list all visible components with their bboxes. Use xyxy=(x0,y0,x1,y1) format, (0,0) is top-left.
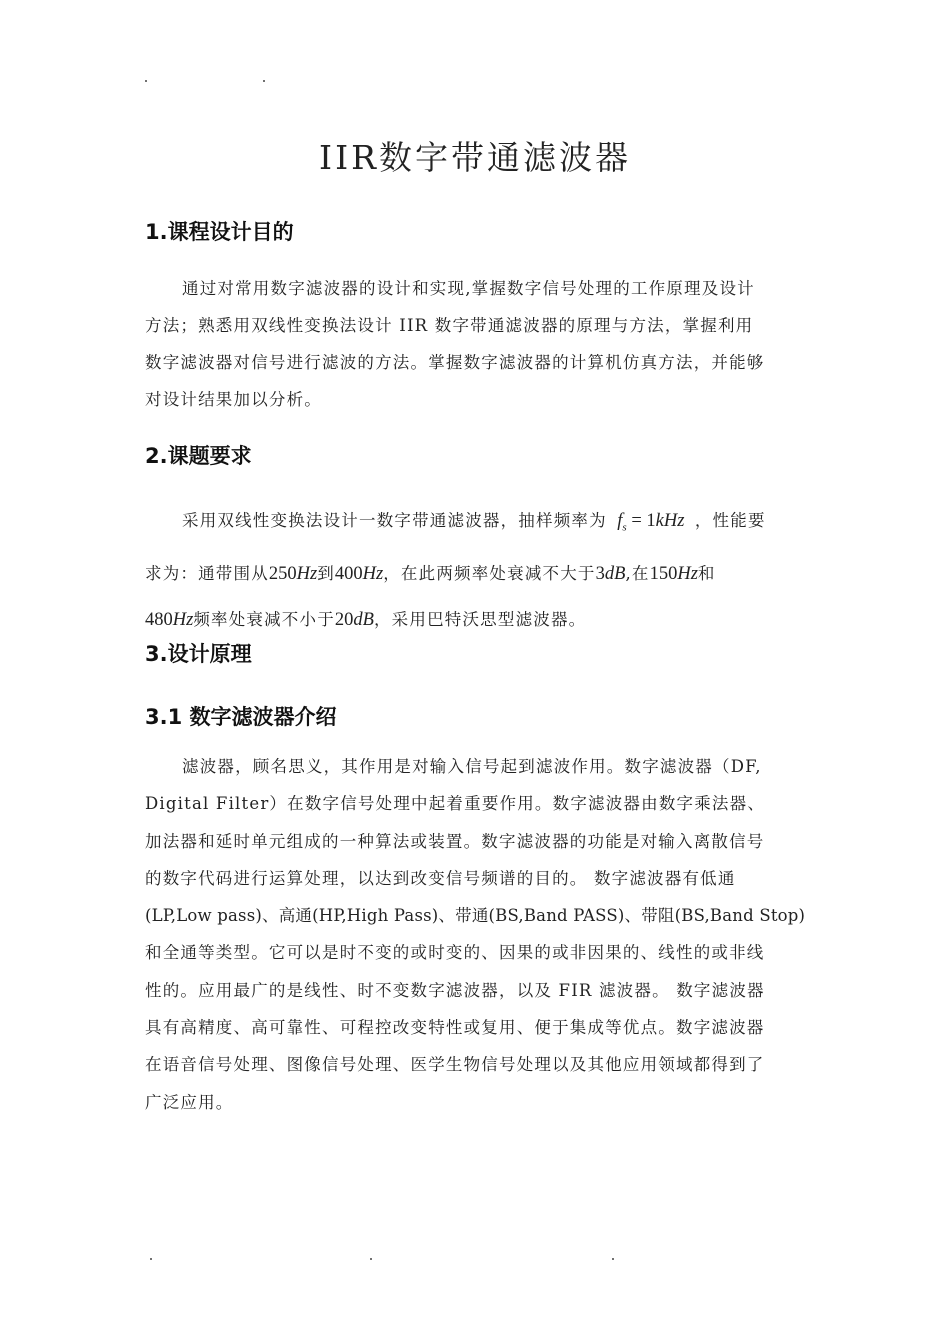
page-dot xyxy=(150,1258,152,1260)
page-dot xyxy=(145,80,147,82)
paragraph-line: Digital Filter）在数字信号处理中起着重要作用。数字滤波器由数字乘法器、 xyxy=(145,794,766,814)
page-dot xyxy=(370,1258,372,1260)
math-value: 3dB xyxy=(595,563,626,584)
text-run: 到 xyxy=(317,563,335,583)
section-heading-1: 1.课程设计目的 xyxy=(145,220,294,244)
paragraph-line: 数字滤波器对信号进行滤波的方法。掌握数字滤波器的计算机仿真方法，并能够 xyxy=(145,353,765,372)
paragraph-line: 广泛应用。 xyxy=(145,1092,234,1112)
page-dot xyxy=(612,1258,614,1260)
paragraph-line: 滤波器，顾名思义，其作用是对输入信号起到滤波作用。数字滤波器（DF, xyxy=(182,757,762,776)
section-2-paragraph xyxy=(145,498,807,643)
text-run: ，在此两频率处衰减不大于 xyxy=(383,563,596,583)
paragraph-line: 在语音信号处理、图像信号处理、医学生物信号处理以及其他应用领域都得到了 xyxy=(145,1055,765,1075)
text-run: 频率处衰减不小于 xyxy=(193,609,335,629)
section-1-paragraph xyxy=(145,270,807,418)
text-run: ,在 xyxy=(625,563,650,583)
section-heading-3: 3.设计原理 xyxy=(145,642,252,666)
paragraph-line: 的数字代码进行运算处理，以达到改变信号频谱的目的。 数字滤波器有低通 xyxy=(145,868,736,888)
paragraph-line: 具有高精度、高可靠性、可程控改变特性或复用、便于集成等优点。数字滤波器 xyxy=(145,1018,765,1038)
page-dot xyxy=(263,80,265,82)
paragraph-line: 和全通等类型。它可以是时不变的或时变的、因果的或非因果的、线性的或非线 xyxy=(145,943,765,963)
section-3-1-paragraph xyxy=(145,748,807,1121)
section-heading-3-1: 3.1 数字滤波器介绍 xyxy=(145,705,337,729)
paragraph-line xyxy=(145,551,807,597)
paragraph-line: 性的。应用最广的是线性、时不变数字滤波器，以及 FIR 滤波器。 数字滤波器 xyxy=(145,980,765,1000)
paragraph-line xyxy=(145,498,807,551)
text-run: 采用双线性变换法设计一数字带通滤波器，抽样频率为 xyxy=(182,511,607,530)
paragraph-line: 通过对常用数字滤波器的设计和实现,掌握数字信号处理的工作原理及设计 xyxy=(182,279,755,298)
paragraph-line: (LP,Low pass)、高通(HP,High Pass)、带通(BS,Band PASS)、带阻(BS,Band Stop) xyxy=(145,906,806,926)
paragraph-line: 加法器和延时单元组成的一种算法或装置。数字滤波器的功能是对输入离散信号 xyxy=(145,831,765,851)
paragraph-line: 对设计结果加以分析。 xyxy=(145,390,322,409)
text-run: 和 xyxy=(697,563,716,583)
section-heading-2: 2.课题要求 xyxy=(145,444,252,468)
math-value: 20dB xyxy=(334,609,374,630)
text-run: ，采用巴特沃思型滤波器。 xyxy=(373,609,587,629)
math-value: 480Hz xyxy=(145,609,194,630)
paragraph-line: 方法；熟悉用双线性变换法设计 IIR 数字带通滤波器的原理与方法，掌握利用 xyxy=(145,316,754,335)
sampling-frequency-formula: $f_s = 1kHz$ xyxy=(617,511,685,534)
text-run: ，性能要 xyxy=(694,511,766,530)
paragraph-line xyxy=(145,597,807,643)
math-value: 150Hz xyxy=(649,563,698,584)
math-value: 250Hz xyxy=(268,563,318,584)
page-title: IIR数字带通滤波器 xyxy=(319,138,631,177)
math-value: 400Hz xyxy=(334,563,384,584)
text-run: 求为：通带围从 xyxy=(145,563,269,583)
